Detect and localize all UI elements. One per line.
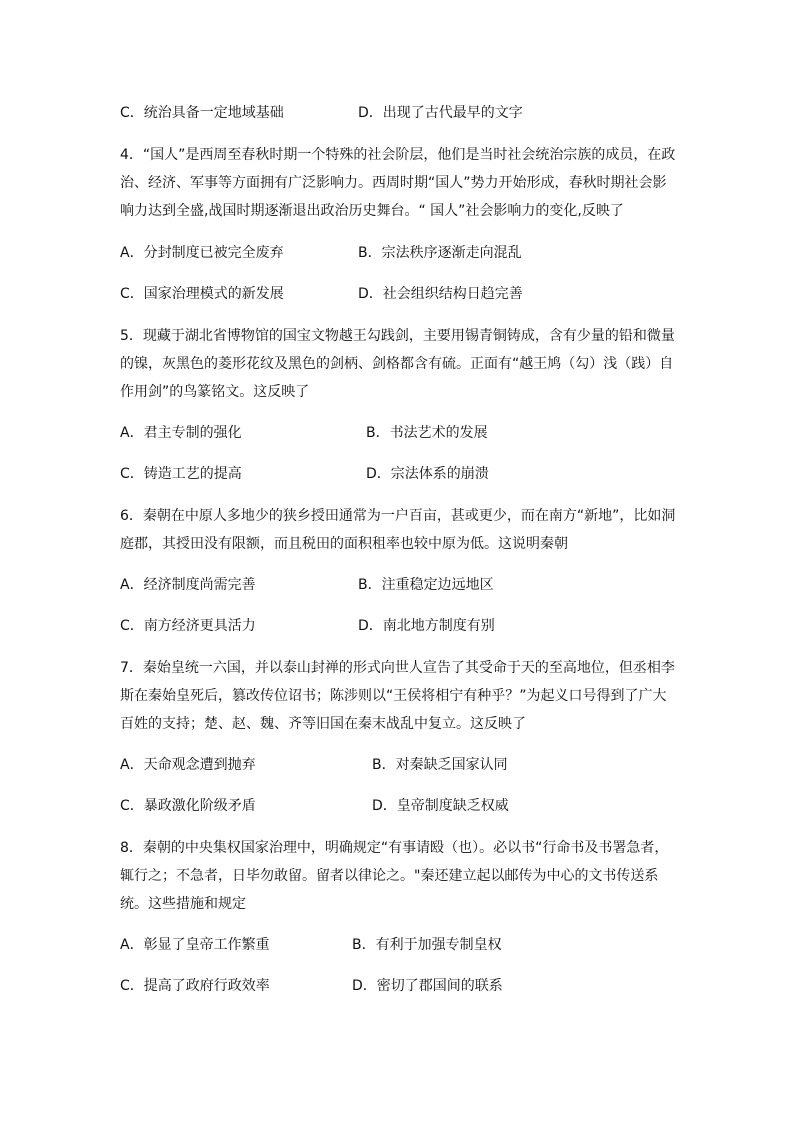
q4-stem-line-3: 响力达到全盛,战国时期逐渐退出政治历史舞台。“ 国人”社会影响力的变化,反映了 xyxy=(120,203,624,219)
q6-option-a: A．经济制度尚需完善 xyxy=(120,577,256,593)
q5-option-a: A．君主专制的强化 xyxy=(120,425,242,441)
q4-option-a: A．分封制度已被完全废弃 xyxy=(120,245,284,261)
q8-option-a: A．彰显了皇帝工作繁重 xyxy=(120,937,270,953)
q7-option-a: A．天命观念遭到抛弃 xyxy=(120,757,256,773)
q8-stem-line-2: 辄行之；不急者，日毕勿敢留。留者以律论之。"秦还建立起以邮传为中心的文书传送系 xyxy=(120,868,659,884)
q8-option-d: D．密切了郡国间的联系 xyxy=(352,978,503,994)
q6-option-b: B．注重稳定边远地区 xyxy=(358,577,494,593)
q5-stem-line-3: 作用剑”的鸟篆铭文。这反映了 xyxy=(120,384,310,400)
q7-option-c: C．暴政激化阶级矛盾 xyxy=(120,798,256,814)
q8-option-b: B．有利于加强专制皇权 xyxy=(352,937,502,953)
q5-stem-line-1: 5．现藏于湖北省博物馆的国宝文物越王勾践剑，主要用锡青铜铸成，含有少量的铅和微量 xyxy=(120,328,675,344)
q5-option-d: D．宗法体系的崩溃 xyxy=(366,466,489,482)
q7-stem-line-3: 百姓的支持；楚、赵、魏、齐等旧国在秦末战乱中复立。这反映了 xyxy=(120,716,526,732)
q6-stem-line-2: 庭郡，其授田没有限额，而且税田的面积租率也较中原为低。这说明秦朝 xyxy=(120,536,568,552)
q3-option-c: C．统治具备一定地域基础 xyxy=(120,105,284,121)
q5-option-c: C．铸造工艺的提高 xyxy=(120,466,242,482)
q7-option-b: B．对秦缺乏国家认同 xyxy=(372,757,508,773)
q7-stem-line-2: 斯在秦始皇死后，篡改传位诏书；陈涉则以“王侯将相宁有种乎？”为起义口号得到了广大 xyxy=(120,688,667,704)
q4-option-d: D．社会组织结构日趋完善 xyxy=(358,286,523,302)
q4-stem-line-2: 治、经济、军事等方面拥有广泛影响力。西周时期“国人”势力开始形成，春秋时期社会影 xyxy=(120,175,667,191)
q6-option-c: C．南方经济更具活力 xyxy=(120,618,256,634)
q3-option-d: D．出现了古代最早的文字 xyxy=(358,105,523,121)
q6-option-d: D．南北地方制度有别 xyxy=(358,618,495,634)
q4-stem-line-1: 4．“国人”是西周至春秋时期一个特殊的社会阶层，他们是当时社会统治宗族的成员，在政 xyxy=(120,147,676,163)
q8-stem-line-3: 统。这些措施和规定 xyxy=(120,896,246,912)
q8-option-c: C．提高了政府行政效率 xyxy=(120,978,270,994)
q5-option-b: B．书法艺术的发展 xyxy=(366,425,488,441)
q6-stem-line-1: 6．秦朝在中原人多地少的狭乡授田通常为一户百亩，甚或更少，而在南方“新地”，比如洞 xyxy=(120,508,676,524)
q7-stem-line-1: 7．秦始皇统一六国，并以泰山封禅的形式向世人宣告了其受命于天的至高地位，但丞相李 xyxy=(120,660,675,676)
q4-option-b: B．宗法秩序逐渐走向混乱 xyxy=(358,245,522,261)
q4-option-c: C．国家治理模式的新发展 xyxy=(120,286,284,302)
q5-stem-line-2: 的镍，灰黑色的菱形花纹及黑色的剑柄、剑格都含有硫。正面有“越王鸠（勾）浅（践）自 xyxy=(120,356,674,372)
q7-option-d: D．皇帝制度缺乏权威 xyxy=(372,798,509,814)
q8-stem-line-1: 8．秦朝的中央集权国家治理中，明确规定“有事请殹（也）。必以书“行命书及书署急者， xyxy=(120,840,669,856)
